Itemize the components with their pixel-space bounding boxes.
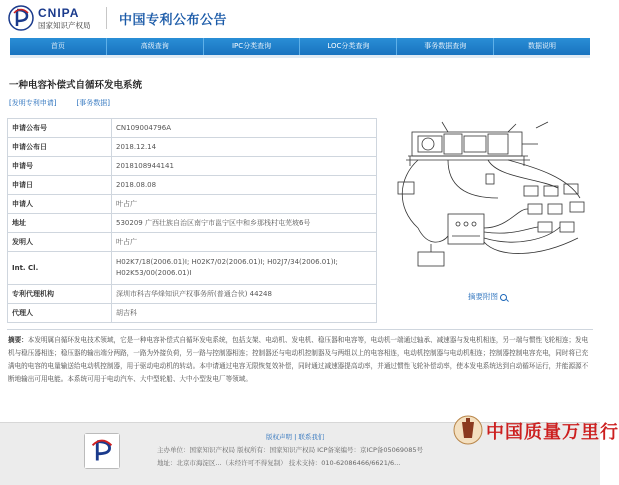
- table-row: [8, 157, 377, 176]
- patent-title: 一种电容补偿式自循环发电系统: [9, 80, 143, 91]
- ipc-line-2: H02K53/00(2006.01)I: [116, 269, 192, 277]
- table-row: [8, 304, 377, 323]
- abstract-text: 本发明属自循环发电技术领域，它是一种电容补偿式自循环发电系统，包括支架、电动机、发电机、稳压器和电容等，电动机一端通过轴承、减速器与发电机相连，另一端与惯性飞轮相连；发电机与稳压器相连；稳压器的输出端分两路，一路为外接负荷，另一路与控制器相连；控制器还与电动机控制器及与两组以上的电容相连，电动机控制器与电动机相连；控制器控制电容充电，同时将已充满电的电容的电量输送给电动机控制器，用于驱动电动机的转动。本申请通过电容无限恢复效补偿，同时通过减速器提高动率，并通过惯性飞轮补偿动率，使本发电系统达到自动循环运行，并能源源不断地输出可用电能。本系统可用于电动汽车、大中型轮船、大中小型发电厂等领域。: [8, 336, 589, 383]
- field-label: Int. Cl.: [8, 252, 112, 285]
- patent-links: [9, 98, 110, 108]
- field-label: 申请日: [8, 176, 112, 195]
- zoom-icon: [500, 294, 507, 301]
- field-value: 2018108944141: [112, 157, 377, 176]
- footer-links[interactable]: 版权声明 | 联系我们: [266, 433, 325, 441]
- logo-subtext: 国家知识产权局: [38, 21, 91, 30]
- abstract-divider: [7, 329, 593, 330]
- table-row: [8, 138, 377, 157]
- watermark-text: 中国质量万里行: [486, 422, 619, 443]
- field-value: 深圳市科吉华烽知识产权事务所(普通合伙) 44248: [112, 285, 377, 304]
- cnipa-logo[interactable]: [8, 4, 100, 32]
- field-value: 叶占广: [112, 195, 377, 214]
- table-row: [8, 233, 377, 252]
- field-label: 发明人: [8, 233, 112, 252]
- figure-caption-link[interactable]: [468, 291, 507, 302]
- abstract-label: 摘要：: [8, 336, 28, 344]
- field-label: 申请公布号: [8, 119, 112, 138]
- header-divider: [106, 7, 107, 29]
- field-value: 530209 广西壮族自治区南宁市邕宁区中和乡那栈村屯芜坡6号: [112, 214, 377, 233]
- figure-caption-text: 摘要附图: [468, 292, 498, 301]
- nav-item-loc-search[interactable]: LOC分类查询: [300, 38, 397, 55]
- table-row: [8, 195, 377, 214]
- logo-text: CNIPA: [38, 6, 80, 20]
- table-row: [8, 285, 377, 304]
- footer-line-1: 主办单位：国家知识产权局 版权所有：国家知识产权局 ICP备案编号：京ICP备05069085号: [157, 446, 423, 454]
- table-row: [8, 252, 377, 285]
- field-label: 代理人: [8, 304, 112, 323]
- table-row: [8, 119, 377, 138]
- nav-item-data-description[interactable]: 数据说明: [528, 42, 557, 50]
- field-value: CN109004796A: [112, 119, 377, 138]
- cnipa-logo-icon: [8, 4, 34, 32]
- main-nav: [10, 38, 590, 55]
- nav-item-advanced-search[interactable]: 高级查询: [107, 38, 204, 55]
- patent-info-table: [7, 118, 377, 323]
- field-label: 申请公布日: [8, 138, 112, 157]
- footer-line-2: 地址：北京市海淀区...（未经许可不得复制） 技术支持：010-62086466/6621/6...: [157, 459, 401, 467]
- table-row: [8, 214, 377, 233]
- table-row: [8, 176, 377, 195]
- field-label: 专利代理机构: [8, 285, 112, 304]
- nav-item-ipc-search[interactable]: IPC分类查询: [204, 38, 301, 55]
- invention-application-link[interactable]: [发明专利申请]: [9, 99, 57, 107]
- site-title: 中国专利公布公告: [119, 13, 228, 28]
- field-label: 申请号: [8, 157, 112, 176]
- nav-item-transaction-search[interactable]: 事务数据查询: [397, 38, 494, 55]
- field-value: 2018.08.08: [112, 176, 377, 195]
- field-value: 叶占广: [112, 233, 377, 252]
- abstract: [8, 334, 593, 386]
- nav-item-home[interactable]: 首页: [10, 38, 107, 55]
- transaction-data-link[interactable]: [事务数据]: [76, 99, 110, 107]
- nav-underline: [10, 55, 590, 58]
- abstract-figure[interactable]: [388, 118, 593, 286]
- field-value: 2018.12.14: [112, 138, 377, 157]
- site-header: [0, 0, 600, 36]
- field-value: 胡吉科: [112, 304, 377, 323]
- ipc-line-1: H02K7/18(2006.01)I; H02K7/02(2006.01)I; H02J7/34(2006.01)I;: [116, 258, 338, 266]
- field-value: [112, 252, 377, 285]
- field-label: 地址: [8, 214, 112, 233]
- field-label: 申请人: [8, 195, 112, 214]
- footer-logo-icon: [84, 433, 120, 469]
